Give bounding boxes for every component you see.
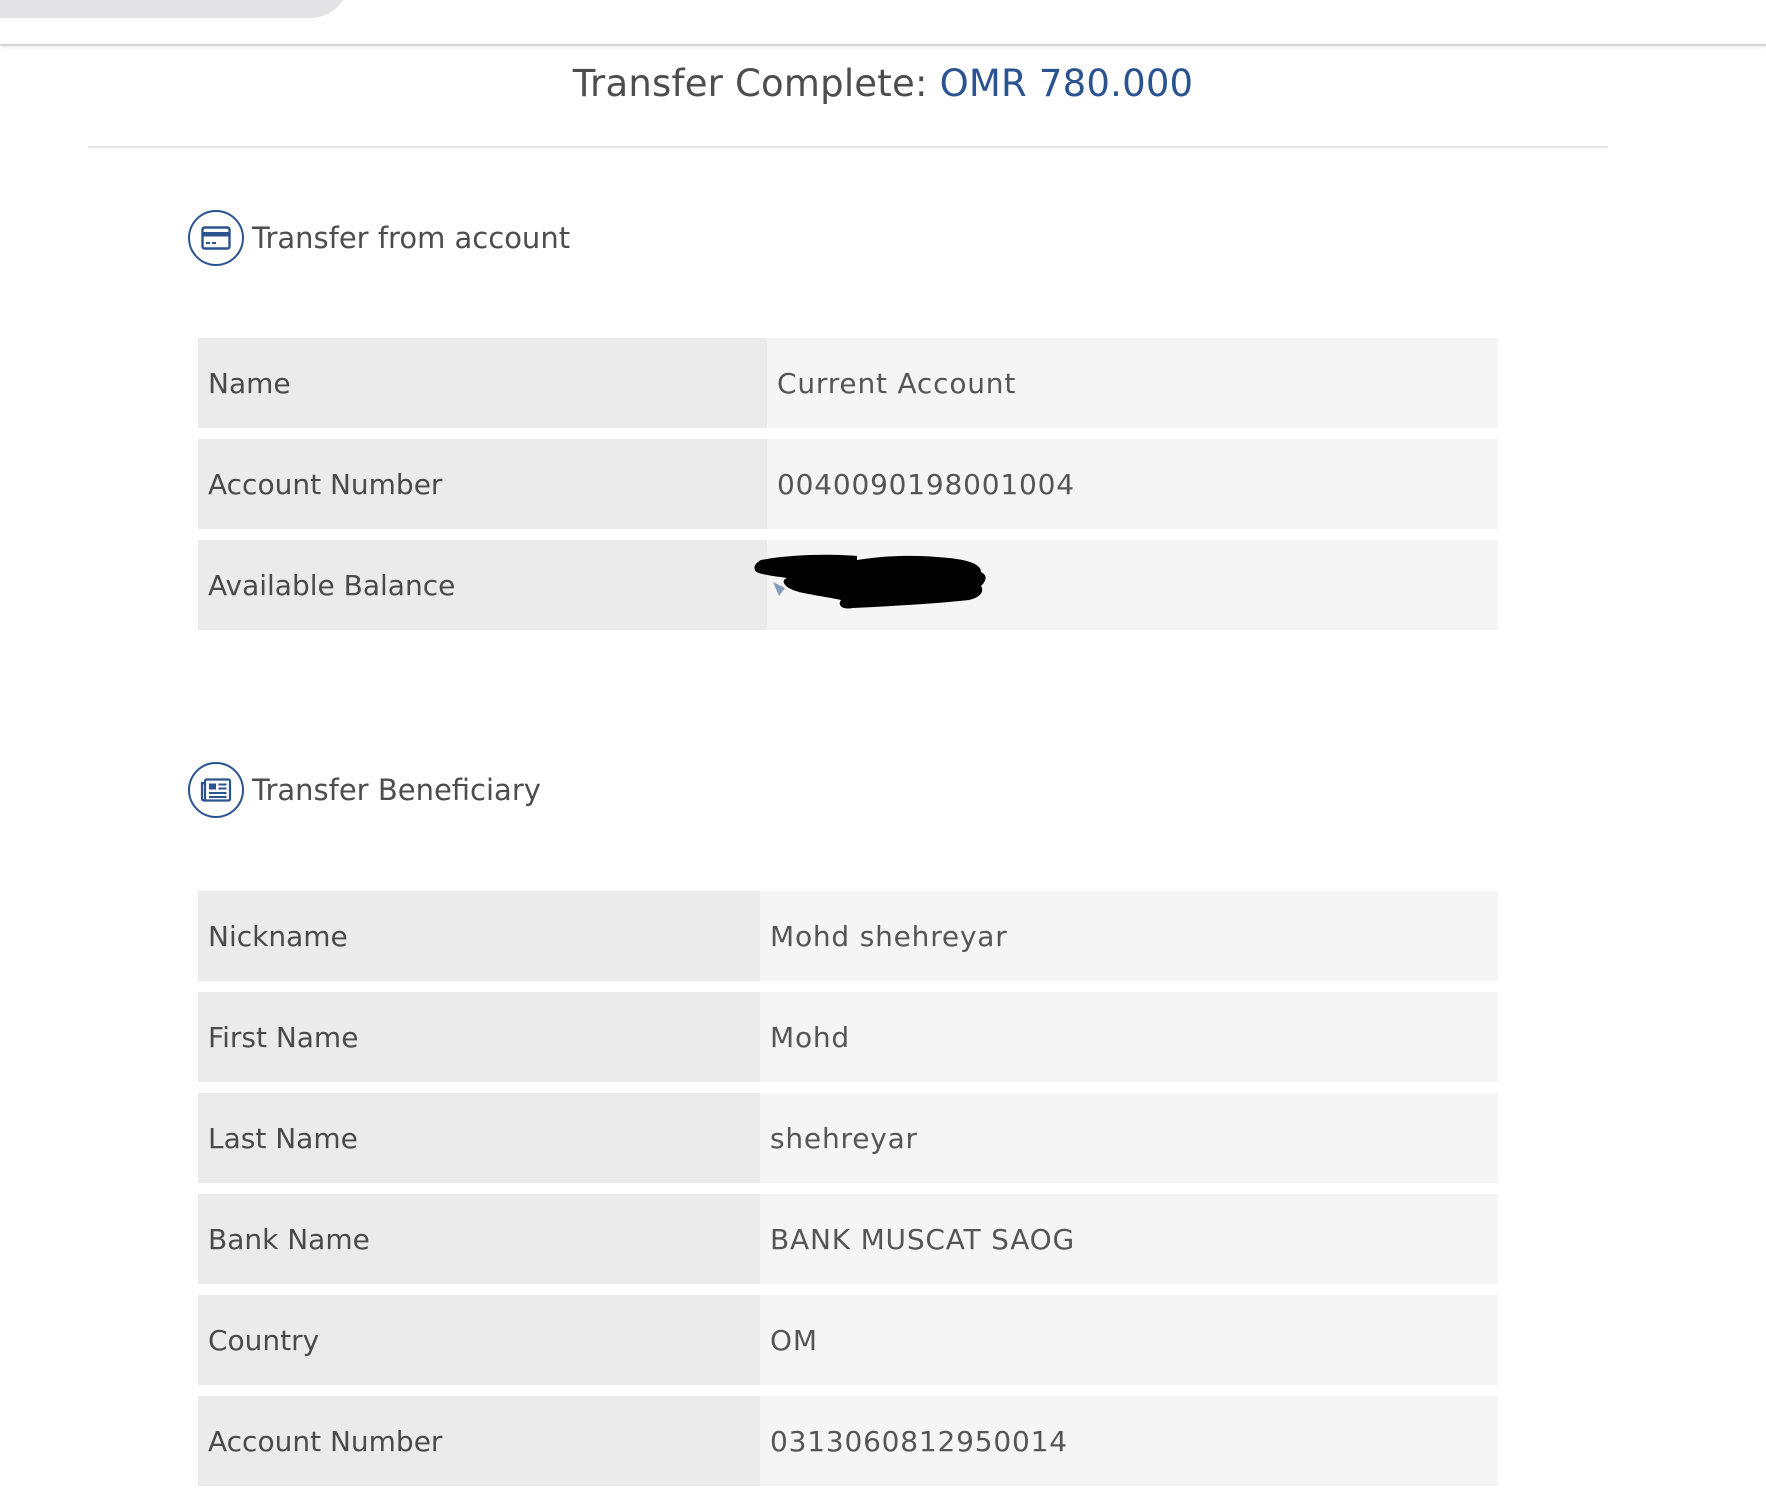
- row-value: Mohd: [760, 992, 1498, 1082]
- document-icon: [188, 762, 244, 818]
- divider: [88, 146, 1608, 148]
- page-title: [0, 62, 1766, 105]
- row-value: Current Account: [767, 338, 1498, 428]
- table-row: [198, 1396, 1498, 1486]
- table-row: [198, 540, 1498, 630]
- top-bar-tab[interactable]: [0, 0, 350, 18]
- row-value: 0313060812950014: [760, 1396, 1498, 1486]
- table-row: [198, 1295, 1498, 1385]
- table-row: [198, 439, 1498, 529]
- row-label: Name: [198, 338, 767, 428]
- from-account-table: [198, 338, 1498, 641]
- table-row: [198, 891, 1498, 981]
- available-balance-value: [767, 540, 1498, 630]
- row-label: Country: [198, 1295, 760, 1385]
- row-label: Available Balance: [198, 540, 767, 630]
- section-title: Transfer Beneficiary: [252, 773, 541, 807]
- title-prefix: Transfer Complete:: [572, 62, 928, 105]
- row-label: First Name: [198, 992, 760, 1082]
- table-row: [198, 992, 1498, 1082]
- redaction-mark: [753, 548, 993, 612]
- row-label: Last Name: [198, 1093, 760, 1183]
- section-transfer-beneficiary: [188, 760, 541, 820]
- section-title: Transfer from account: [252, 221, 571, 255]
- row-value: OM: [760, 1295, 1498, 1385]
- table-row: [198, 338, 1498, 428]
- row-value: shehreyar: [760, 1093, 1498, 1183]
- row-label: Account Number: [198, 439, 767, 529]
- row-value: Mohd shehreyar: [760, 891, 1498, 981]
- row-label: Account Number: [198, 1396, 760, 1486]
- credit-card-icon: [188, 210, 244, 266]
- row-value: BANK MUSCAT SAOG: [760, 1194, 1498, 1284]
- transfer-amount: OMR 780.000: [939, 62, 1194, 105]
- row-value: 0040090198001004: [767, 439, 1498, 529]
- table-row: [198, 1093, 1498, 1183]
- top-bar: [0, 0, 1766, 46]
- section-transfer-from: [188, 208, 570, 268]
- row-label: Nickname: [198, 891, 760, 981]
- beneficiary-table: [198, 891, 1498, 1497]
- row-label: Bank Name: [198, 1194, 760, 1284]
- table-row: [198, 1194, 1498, 1284]
